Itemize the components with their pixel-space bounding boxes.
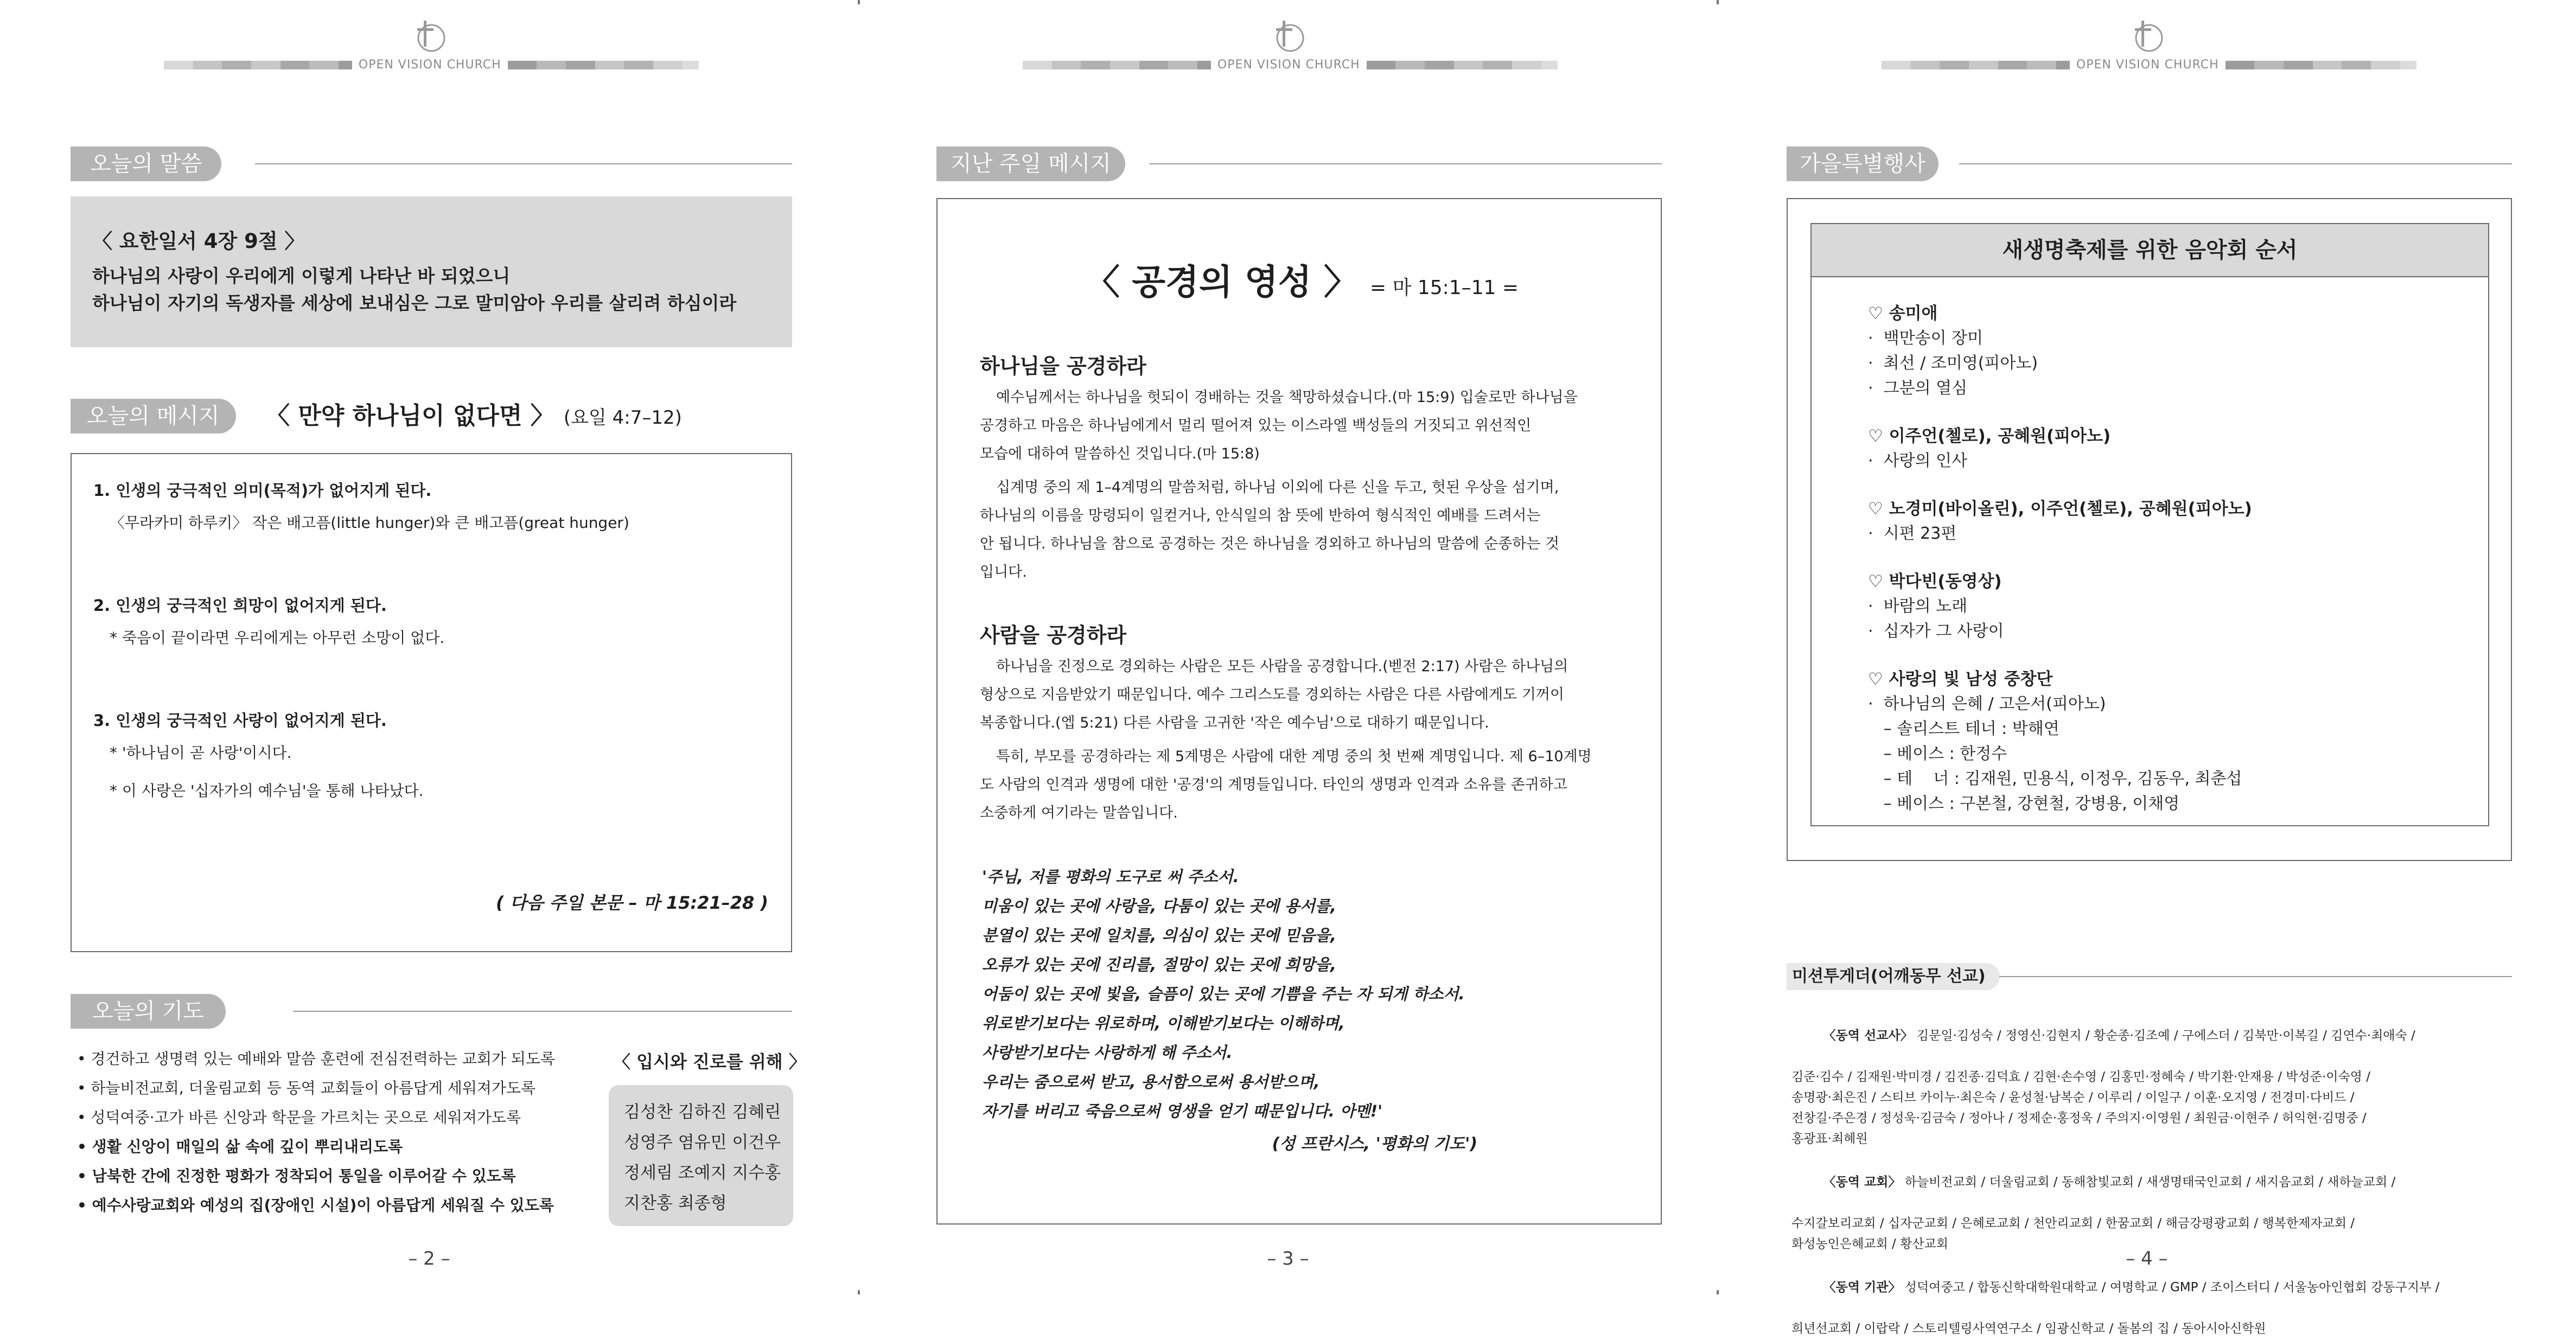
concert-program [1810, 223, 2489, 826]
section-heading: 오늘의 말씀 [71, 146, 221, 181]
sermon-paragraph [980, 653, 1624, 737]
mission-text: 김문일·김성숙 / 정영신·김현지 / 황순종·김조예 / 구에스더 / 김북만·이복길 / 김연수·최애숙 / [1912, 1029, 2415, 1043]
message-title-text: 〈 만약 하나님이 없다면 〉 [266, 402, 554, 430]
program-item: · 사랑의 인사 [1868, 451, 1968, 470]
point-sub: 〈무라카미 하루키〉 작은 배고픔(little hunger)와 큰 배고픔(great hunger) [110, 514, 629, 532]
section-last-message [936, 146, 1662, 181]
point-sub: * 이 사랑은 '십자가의 예수님'을 통해 나타났다. [110, 782, 424, 800]
word-line: 하나님의 사랑이 우리에게 이렇게 나타난 바 되었으니 [92, 265, 511, 286]
sermon-reference: = 마 15:1–11 = [1369, 277, 1519, 299]
peace-prayer-line: 우리는 줌으로써 받고, 용서함으로써 용서받으며, [982, 1073, 1320, 1091]
paragraph-line: 십계명 중의 제 1–4계명의 말씀처럼, 하나님 이외에 다른 신을 두고, 헛된 우상을 섬기며, [996, 479, 1559, 496]
last-message-box [936, 198, 1662, 1225]
program-list [1812, 277, 2488, 817]
sermon-paragraph [980, 743, 1624, 827]
section-prayer [71, 994, 792, 1029]
program-item: · 바람의 노래 [1868, 597, 1968, 616]
program-item: · 하나님의 은혜 / 고은서(피아노) [1868, 694, 2106, 713]
peace-prayer-line: 미움이 있는 곳에 사랑을, 다툼이 있는 곳에 용서를, [982, 897, 1336, 915]
program-group [1868, 301, 2488, 401]
paragraph-line: 입니다. [980, 564, 1027, 581]
sermon-title [980, 254, 1624, 304]
paragraph-line: 복종합니다.(엡 5:21) 다른 사람을 고귀한 '작은 예수님'으로 대하기 때문입니다. [980, 715, 1489, 731]
exam-names-line: 지찬홍 최종형 [624, 1194, 727, 1213]
word-box [71, 196, 792, 347]
mission-line [1791, 1005, 2518, 1067]
program-item: · 십자가 그 사랑이 [1868, 622, 2004, 641]
peace-prayer-line: 어둠이 있는 곳에 빛을, 슬픔이 있는 곳에 기쁨을 주는 자 되게 하소서. [982, 985, 1465, 1003]
mission-line [1791, 1151, 2518, 1213]
header-band [1882, 60, 2416, 71]
prayer-list [77, 1044, 587, 1220]
prayer-item: • 남북한 간에 진정한 평화가 정착되어 통일을 이루어갈 수 있도록 [77, 1167, 516, 1185]
program-group [1868, 667, 2488, 817]
exam-names-line: 김성찬 김하진 김혜린 [624, 1102, 781, 1122]
section-message [71, 399, 792, 433]
performer: ♡ 송미애 [1868, 304, 1938, 323]
header-band [164, 60, 699, 71]
mission-line: 수지갈보리교회 / 십자군교회 / 은혜로교회 / 천안리교회 / 한꿈교회 / 해금강평광교회 / 행복한제자교회 / [1791, 1216, 2355, 1230]
page-header [1718, 16, 2576, 76]
paragraph-line: 예수님께서는 하나님을 헛되이 경배하는 것을 책망하셨습니다.(마 15:9) 입술로만 하나님을 [996, 389, 1578, 406]
section-heading: 오늘의 기도 [71, 994, 226, 1029]
paragraph-line: 하나님의 이름을 망령되이 일컫거나, 안식일의 참 뜻에 반하여 형식적인 예배를 드려서는 [980, 507, 1541, 524]
peace-prayer-line: 자기를 버리고 죽음으로써 영생을 얻기 때문입니다. 아멘!' [982, 1102, 1383, 1120]
peace-prayer-line: 분열이 있는 곳에 일치를, 의심이 있는 곳에 믿음을, [982, 926, 1336, 945]
program-item: · 최선 / 조미영(피아노) [1868, 354, 2038, 373]
exam-names-line: 성영주 염유민 이건우 [624, 1133, 781, 1152]
church-name: OPEN VISION CHURCH [358, 58, 501, 72]
point-title: 1. 인생의 궁극적인 의미(목적)가 없어지게 된다. [93, 481, 432, 500]
mission-line: 송명광·최은진 / 스티브 카이누·최은숙 / 윤성철·남복순 / 이루리 / 이일구 / 이훈·오지영 / 전경미·다비드 / [1791, 1091, 2355, 1105]
page-number: – 2 – [408, 1248, 450, 1270]
program-item: – 베이스 : 한정수 [1868, 744, 2007, 763]
program-item: · 그분의 열심 [1868, 379, 1968, 398]
program-item: · 백만송이 장미 [1868, 329, 1984, 348]
mission-line: 김준·김수 / 김재원·박미경 / 김진종·김덕효 / 김현·손수영 / 김홍민·정혜숙 / 박기환·안재용 / 박성준·이숙영 / [1791, 1070, 2370, 1084]
mission-label: 〈동역 선교사〉 [1823, 1029, 1913, 1043]
point-sub: * '하나님이 곧 사랑'이시다. [110, 744, 292, 762]
program-item: – 테 너 : 김재원, 민용식, 이정우, 김동우, 최춘섭 [1868, 769, 2242, 788]
performer: ♡ 노경미(바이올린), 이주언(첼로), 공혜원(피아노) [1868, 499, 2252, 519]
sermon-subtitle: 하나님을 공경하라 [980, 354, 1146, 378]
section-autumn-event [1787, 146, 2512, 181]
message-point [93, 477, 770, 592]
program-item: – 솔리스트 테너 : 박해연 [1868, 719, 2059, 738]
church-name: OPEN VISION CHURCH [1217, 58, 1360, 72]
paragraph-line: 공경하고 마음은 하나님에게서 멀리 떨어져 있는 이스라엘 백성들의 거짓되고 위선적인 [980, 417, 1532, 434]
prayer-source: (성 프란시스, '평화의 기도') [1272, 1134, 1477, 1153]
church-name: OPEN VISION CHURCH [2076, 58, 2219, 72]
mission-label: 〈동역 교회〉 [1823, 1175, 1901, 1189]
prayer-item: • 예수사랑교회와 예성의 집(장애인 시설)이 아름답게 세워질 수 있도록 [77, 1196, 554, 1214]
mission-line: 희년선교회 / 이랍락 / 스토리텔링사역연구소 / 임광신학교 / 돌봄의 집 / 동아시아신학원 [1791, 1322, 2266, 1336]
page-header [859, 16, 1717, 76]
church-logo-icon [410, 16, 449, 55]
section-heading: 가을특별행사 [1787, 146, 1939, 181]
mission-heading: 미션투게더(어깨동무 선교) [1787, 963, 2000, 990]
section-heading: 오늘의 메시지 [71, 399, 236, 433]
mission-list [1791, 1005, 2518, 1339]
mission-label: 〈동역 기관〉 [1823, 1280, 1901, 1295]
point-sub: * 죽음이 끝이라면 우리에게는 아무런 소망이 없다. [110, 629, 445, 647]
mission-group [1791, 1151, 2518, 1254]
performer: ♡ 사랑의 빛 남성 중창단 [1868, 670, 2053, 689]
message-box [71, 453, 792, 952]
prayer-item: • 하늘비전교회, 더울림교회 등 동역 교회들이 아름답게 세워져가도록 [77, 1079, 536, 1097]
mission-group [1791, 1005, 2518, 1149]
header-band [1023, 60, 1558, 71]
program-item: · 시편 23편 [1868, 524, 1957, 543]
performer: ♡ 이주언(첼로), 공혜원(피아노) [1868, 426, 2111, 446]
page-number: – 3 – [1267, 1248, 1309, 1270]
peace-prayer [980, 862, 1624, 1126]
mission-text: 하늘비전교회 / 더울림교회 / 동해참빛교회 / 새생명태국인교회 / 새지음교회 / 새하늘교회 / [1901, 1175, 2396, 1189]
paragraph-line: 특히, 부모를 공경하라는 제 5계명은 사람에 대한 계명 중의 첫 번째 계명입니다. 제 6–10계명 [996, 748, 1592, 765]
message-reference: (요일 4:7–12) [563, 407, 682, 429]
exam-names-line: 정세림 조예지 지수홍 [624, 1163, 781, 1183]
prayer-item: • 경건하고 생명력 있는 예배와 말씀 훈련에 전심전력하는 교회가 되도록 [77, 1050, 556, 1068]
sermon-subtitle: 사람을 공경하라 [980, 623, 1127, 647]
paragraph-line: 하나님을 진정으로 경외하는 사람은 모든 사람을 공경합니다.(벧전 2:17) 사람은 하나님의 [996, 658, 1568, 675]
peace-prayer-line: '주님, 저를 평화의 도구로 써 주소서. [982, 868, 1239, 886]
page-3 [859, 0, 1717, 1295]
page-2 [0, 0, 858, 1295]
program-item: – 베이스 : 구본철, 강현철, 강병용, 이채영 [1868, 794, 2180, 813]
paragraph-line: 도 사람의 인격과 생명에 대한 '공경'의 계명들입니다. 타인의 생명과 인격과 소유를 존귀하고 [980, 776, 1567, 793]
page-4 [1718, 0, 2576, 1336]
paragraph-line: 안 됩니다. 하나님을 참으로 공경하는 것은 하나님을 경외하고 하나님의 말씀에 순종하는 것 [980, 535, 1560, 552]
mission-line: 전창길·주은경 / 정성욱·김금숙 / 정아나 / 정제순·홍정욱 / 주의지·이영원 / 최원금·이현주 / 허익현·김명중 / [1791, 1111, 2367, 1125]
sermon-paragraph [980, 384, 1624, 468]
message-point [93, 707, 770, 810]
paragraph-line: 소중하게 여기라는 말씀입니다. [980, 805, 1178, 821]
prayer-item: • 생활 신앙이 매일의 삶 속에 깊이 뿌리내리도록 [77, 1138, 403, 1156]
exam-names-box [609, 1085, 793, 1226]
concert-box [1787, 198, 2512, 861]
concert-title: 새생명축제를 위한 음악회 순서 [1812, 224, 2488, 277]
page-number: – 4 – [2126, 1248, 2168, 1270]
paragraph-line: 모습에 대하여 말씀하신 것입니다.(마 15:8) [980, 445, 1260, 462]
sermon-paragraph [980, 474, 1624, 586]
exam-title: 〈 입시와 진로를 위해 〉 [613, 1051, 806, 1072]
message-title [266, 399, 682, 433]
program-group [1868, 424, 2488, 474]
page-header [0, 16, 858, 76]
church-logo-icon [2127, 16, 2166, 55]
section-heading: 지난 주일 메시지 [936, 146, 1125, 181]
program-group [1868, 569, 2488, 644]
peace-prayer-line: 사랑받기보다는 사랑하게 해 주소서. [982, 1043, 1233, 1062]
mission-section [1787, 963, 2512, 990]
message-point [93, 592, 770, 707]
peace-prayer-line: 오류가 있는 곳에 진리를, 절망이 있는 곳에 희망을, [982, 955, 1336, 974]
mission-text: 성덕여중고 / 합동신학대학원대학교 / 여명학교 / GMP / 조이스터디 / 서울농아인협회 강동구지부 / [1901, 1280, 2440, 1295]
mission-line: 화성농인은혜교회 / 황산교회 [1791, 1237, 1948, 1251]
word-line: 하나님이 자기의 독생자를 세상에 보내심은 그로 말미암아 우리를 살리려 하심이라 [92, 292, 737, 314]
paragraph-line: 형상으로 지음받았기 때문입니다. 예수 그리스도를 경외하는 사람은 다른 사람에게도 기꺼이 [980, 686, 1564, 703]
point-title: 3. 인생의 궁극적인 사랑이 없어지게 된다. [93, 711, 387, 730]
word-reference: 〈 요한일서 4장 9절 〉 [92, 229, 305, 253]
sermon-title-text: 〈 공경의 영성 〉 [1085, 263, 1359, 303]
performer: ♡ 박다빈(동영상) [1868, 572, 2002, 591]
peace-prayer-line: 위로받기보다는 위로하며, 이해받기보다는 이해하며, [982, 1014, 1345, 1032]
church-logo-icon [1268, 16, 1308, 55]
next-week-passage: ( 다음 주일 본문 – 마 15:21–28 ) [495, 892, 768, 913]
mission-line: 홍광표·최혜원 [1791, 1132, 1868, 1146]
section-word [71, 146, 792, 181]
program-group [1868, 496, 2488, 546]
point-title: 2. 인생의 궁극적인 희망이 없어지게 된다. [93, 596, 387, 615]
prayer-item: • 성덕여중·고가 바른 신앙과 학문을 가르치는 곳으로 세워져가도록 [77, 1108, 521, 1126]
